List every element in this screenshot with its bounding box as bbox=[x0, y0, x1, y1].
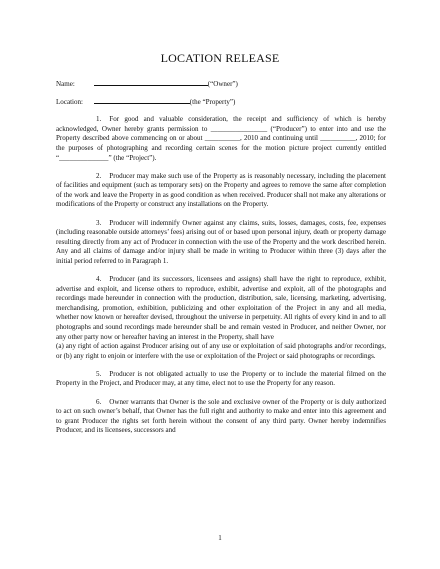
paragraph bbox=[56, 370, 386, 389]
paragraph bbox=[56, 342, 386, 361]
name-label: Name: bbox=[56, 80, 75, 88]
location-label: Location: bbox=[56, 97, 84, 106]
page-number: 1 bbox=[218, 534, 222, 542]
paragraph-number: 1. bbox=[96, 115, 102, 124]
document-title: LOCATION RELEASE bbox=[160, 51, 280, 65]
paragraph-list bbox=[56, 115, 386, 436]
document-body bbox=[56, 78, 386, 444]
paragraph-text: Producer (and its successors, licensees and assigns) shall have the right to reproduce, exhibit, advertise and exploit, and license others to reproduce, exhibit, advertise and exploit, all of the photographs and recordings made hereunder in connection with the production, distribution, sale, licensing, marketing, advertising, merchandising, promotion, exhibition, publicizing and other exploitation of the Project in any and all media, whether now known or hereafter devised, throughout the universe in perpetuity. All rights of every kind in and to all photographs and sound recordings made hereunder shall be and remain vested in Producer, and neither Owner, nor any other party now or hereafter having an interest in the Property, shall have bbox=[56, 275, 386, 341]
paragraph bbox=[56, 115, 386, 163]
paragraph bbox=[56, 275, 386, 342]
name-line bbox=[56, 78, 386, 90]
paragraph-text: Producer may make such use of the Property as is reasonably necessary, including the placement of facilities and equipment (such as temporary sets) on the Property and agrees to remove the same after completion of the work and leave the Property in as good condition as when received. Producer shall not make any alterations or modifications of the Property or construct any installations on the Property. bbox=[56, 171, 386, 209]
paragraph-text: Producer is not obligated actually to use the Property or to include the material filmed on the Property in the Project, and Producer may, at any time, elect not to use the Property for any reason. bbox=[56, 369, 386, 388]
name-blank[interactable] bbox=[94, 78, 208, 86]
location-blank[interactable] bbox=[94, 96, 190, 104]
location-line bbox=[56, 96, 386, 108]
paragraph bbox=[56, 172, 386, 210]
paragraph bbox=[56, 398, 386, 436]
paragraph-number: 2. bbox=[96, 171, 102, 180]
paragraph-number: 5. bbox=[96, 369, 102, 378]
paragraph-text: Producer will indemnify Owner against any claims, suits, losses, damages, costs, fee, expenses (including reasonable outside attorneys’ fees) arising out of or based upon personal injury, death or property damage resulting directly from any act of Producer in connection with the use of the Property and the work described herein. Any and all claims of damage and/or injury shall be made in writing to Producer within three (3) days after the initial period referred to in Paragraph 1. bbox=[56, 218, 386, 265]
paragraph-text: (a) any right of action against Producer arising out of any use or exploitation of said photographs and/or recordings, or (b) any right to enjoin or interfere with the use or exploitation of the Project or said photographs or recordings. bbox=[56, 342, 386, 360]
paragraph-number: 3. bbox=[96, 218, 102, 227]
location-suffix: (the “Property”) bbox=[189, 97, 236, 106]
paragraph-text: Owner warrants that Owner is the sole and exclusive owner of the Property or is duly authorized to act on such owner’s behalf, that Owner has the full right and authority to make and enter into this agreement and to grant Producer the rights set forth herein without the consent of any third party. Owner hereby indemnifies Producer, and its licensees, successors and bbox=[56, 397, 386, 435]
paragraph-number: 6. bbox=[96, 397, 102, 406]
name-suffix: (“Owner”) bbox=[207, 80, 238, 88]
paragraph bbox=[56, 219, 386, 267]
paragraph-text: For good and valuable consideration, the receipt and sufficiency of which is hereby acknowledged, Owner hereby grants permission to ________________ (“Producer”) to enter into and use the Property described above commencing on or about __________, 2010 and continuing until __________, 2010; for the purposes of photographing and recording certain scenes for the motion picture project currently entitled “______________” (the “Project”). bbox=[56, 115, 386, 162]
paragraph-number: 4. bbox=[96, 275, 102, 283]
